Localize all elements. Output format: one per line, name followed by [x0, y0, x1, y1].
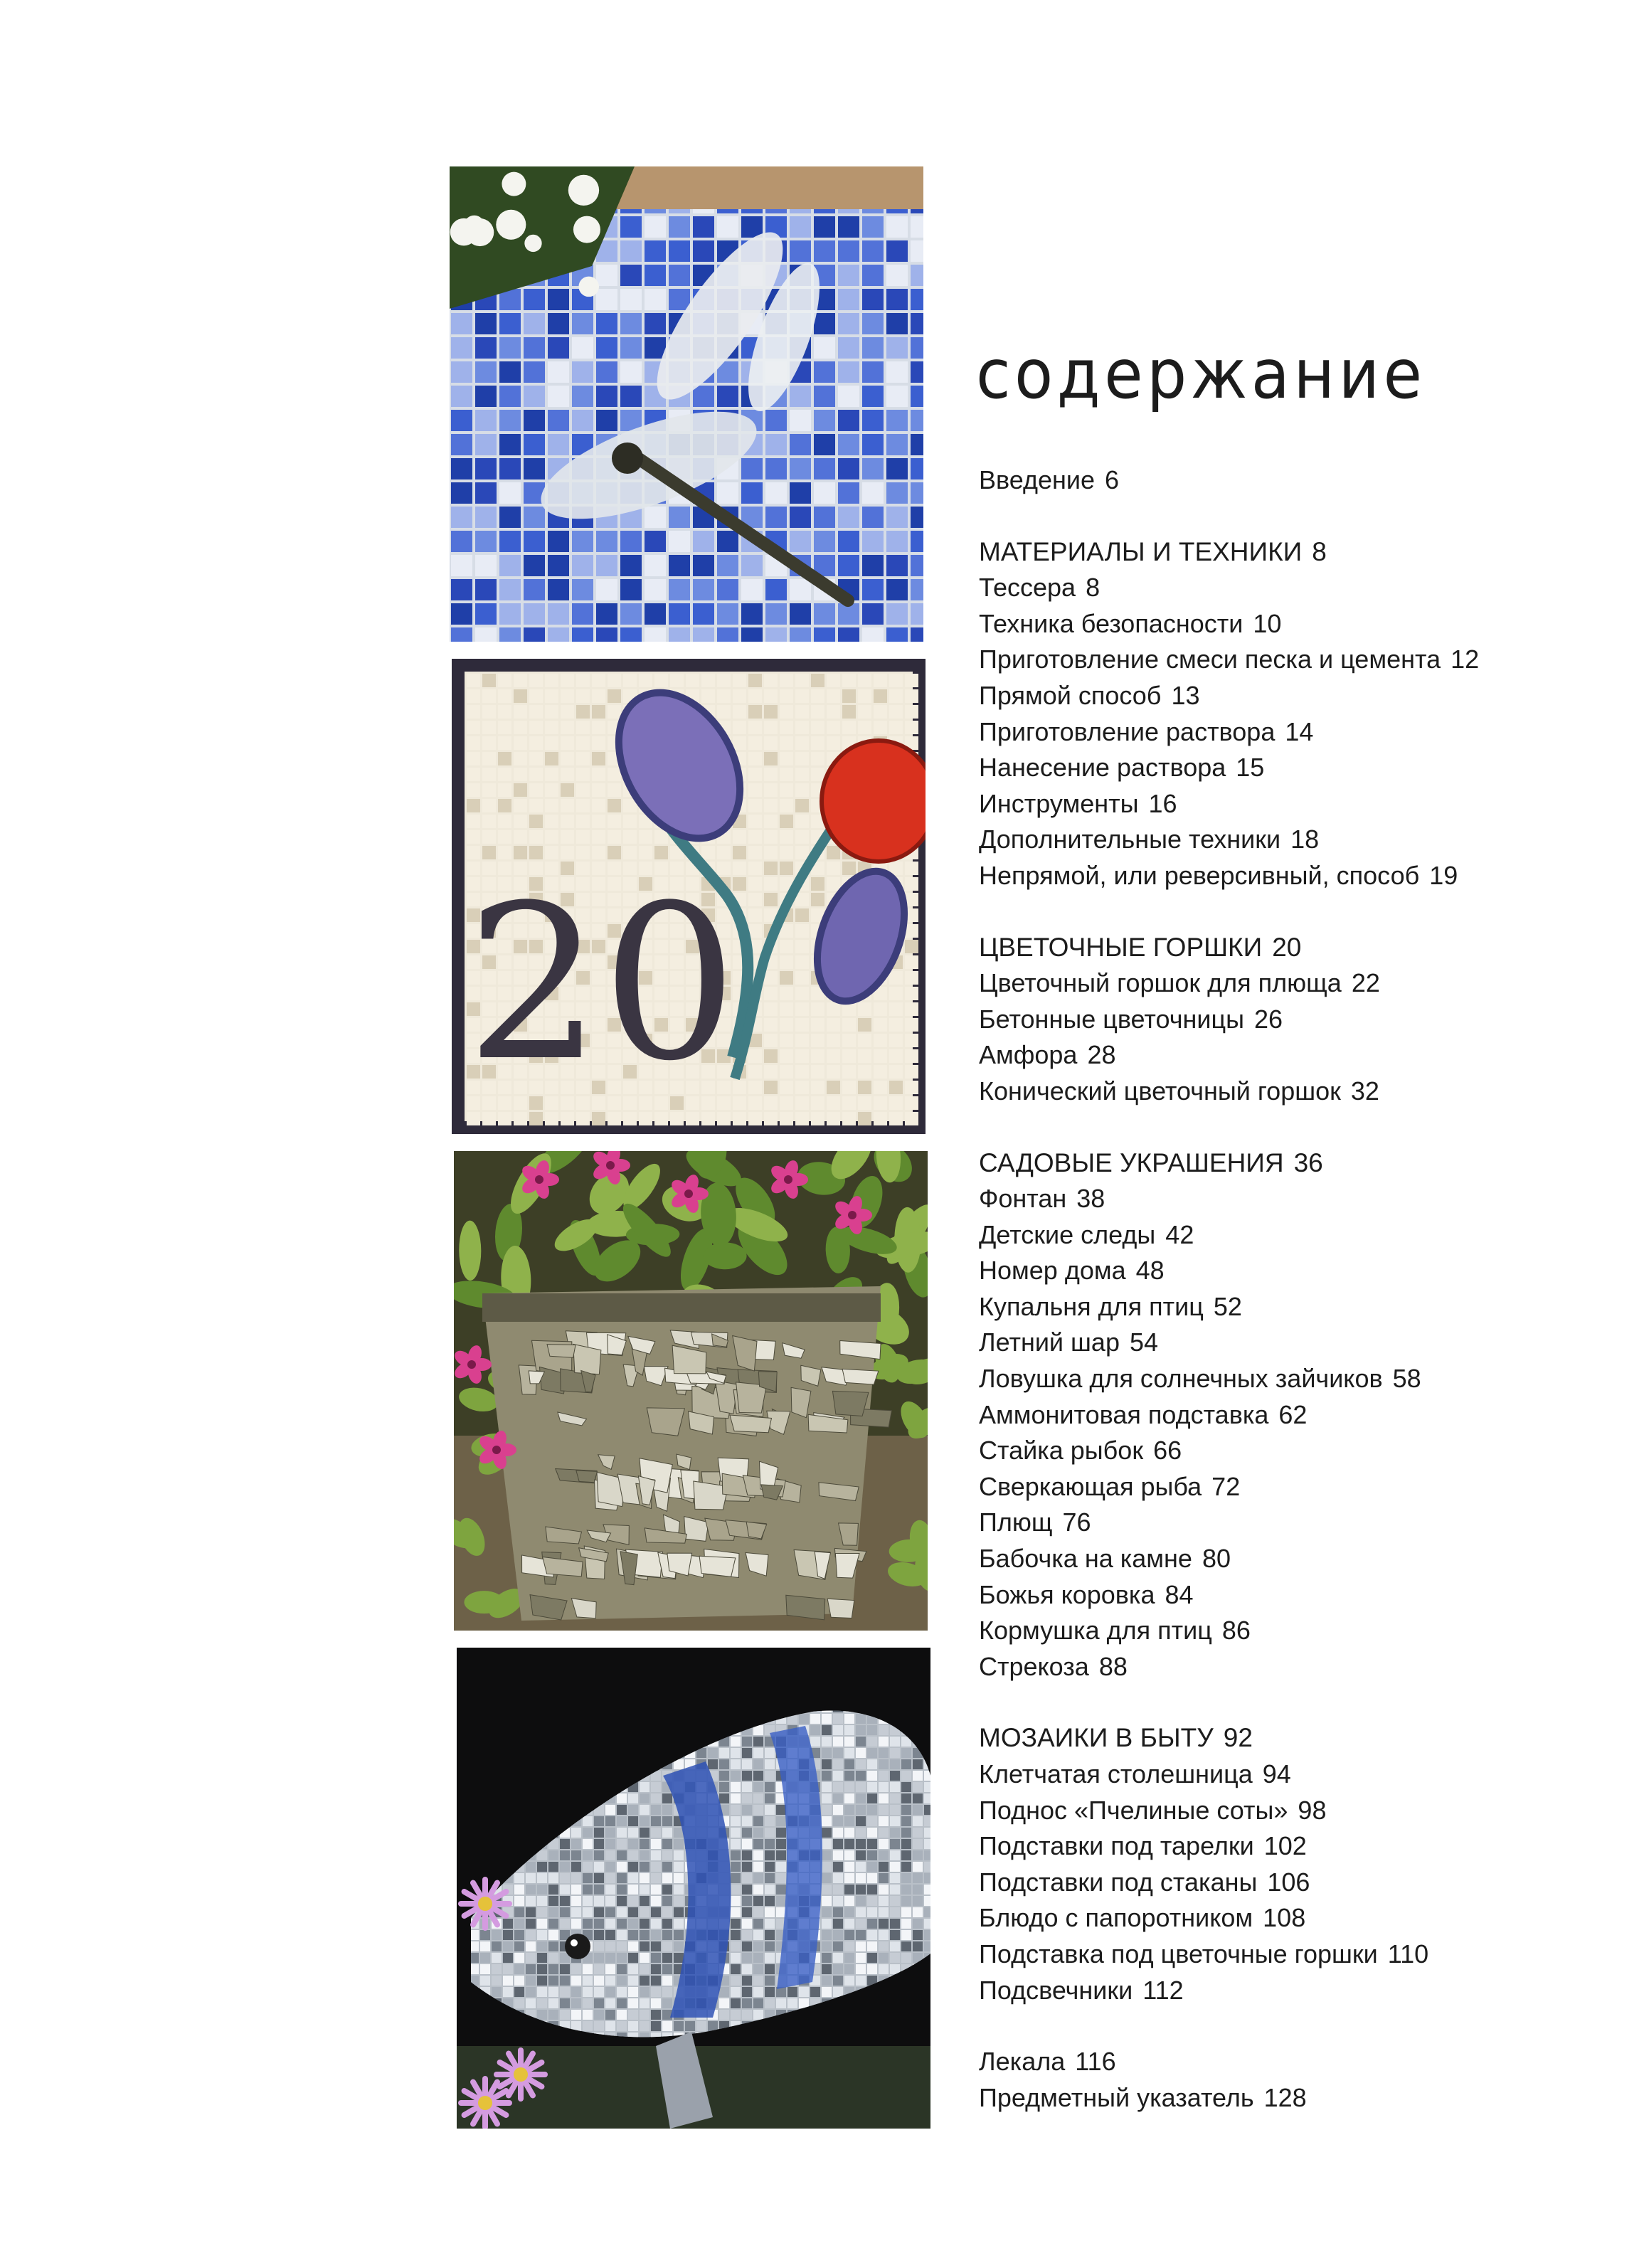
toc-title: содержание [976, 334, 1426, 414]
toc-heading-page: 92 [1223, 1723, 1253, 1753]
toc-entry [979, 1181, 1619, 1217]
toc-entry-page: 128 [1263, 2082, 1307, 2112]
toc-section-heading [979, 1720, 1619, 1756]
toc-entry-title: Божья коровка [979, 1579, 1155, 1609]
toc-entry [979, 1865, 1619, 1901]
toc-entry-page: 86 [1221, 1616, 1251, 1646]
toc-entry [979, 786, 1619, 822]
toc-entry-title: Нанесение раствора [979, 753, 1226, 783]
toc-heading-page: 8 [1312, 536, 1327, 566]
toc-entry [979, 965, 1619, 1002]
toc-entry-page: 19 [1429, 860, 1458, 890]
toc-entry-page: 112 [1142, 1975, 1184, 2005]
table-of-contents [979, 462, 1619, 2151]
toc-entry-title: Прямой способ [979, 680, 1162, 710]
toc-entry-page: 13 [1171, 680, 1200, 710]
toc-entry-page: 88 [1098, 1651, 1128, 1681]
toc-entry [979, 822, 1619, 858]
toc-entry-title: Детские следы [979, 1219, 1156, 1249]
toc-entry [979, 1289, 1619, 1325]
toc-entry-page: 18 [1290, 825, 1320, 854]
toc-entry-title: Подставка под цветочные горшки [979, 1939, 1378, 1968]
toc-entry [979, 1361, 1619, 1397]
toc-entry [979, 1002, 1619, 1038]
toc-entry-title: Приготовление смеси песка и цемента [979, 645, 1441, 674]
toc-entry [979, 1397, 1619, 1434]
toc-entry [979, 2044, 1619, 2080]
toc-entry-page: 106 [1267, 1867, 1310, 1897]
toc-entry-title: Летний шар [979, 1328, 1120, 1357]
toc-entry [979, 1217, 1619, 1254]
toc-entry [979, 570, 1619, 606]
toc-section-flowerpots [979, 930, 1619, 1110]
toc-entry [979, 1505, 1619, 1541]
toc-entry-title: Кормушка для птиц [979, 1616, 1212, 1646]
toc-entry-page: 80 [1202, 1544, 1231, 1574]
toc-entry [979, 750, 1619, 786]
toc-entry [979, 1433, 1619, 1469]
toc-entry-page: 16 [1148, 788, 1177, 818]
toc-entry-title: Введение [979, 465, 1096, 494]
toc-entry-title: Бетонные цветочницы [979, 1004, 1244, 1034]
toc-section-heading [979, 534, 1619, 571]
toc-heading-page: 20 [1272, 932, 1302, 962]
toc-entry-title: Подставки под тарелки [979, 1831, 1254, 1861]
toc-section-garden [979, 1145, 1619, 1685]
toc-entry [979, 714, 1619, 751]
toc-entry [979, 642, 1619, 678]
toc-entry-page: 6 [1105, 465, 1120, 494]
toc-entry-title: Поднос «Пчелиные соты» [979, 1795, 1288, 1825]
toc-entry-page: 94 [1262, 1759, 1291, 1789]
toc-entry [979, 1756, 1619, 1793]
toc-entry-page: 102 [1263, 1831, 1307, 1861]
toc-entry-title: Приготовление раствора [979, 716, 1276, 746]
toc-entry-page: 72 [1211, 1471, 1241, 1501]
toc-entry-page: 38 [1076, 1184, 1105, 1214]
toc-entry-page: 12 [1451, 645, 1480, 674]
photo-mirror-fish [457, 1648, 930, 2129]
toc-entry [979, 462, 1619, 499]
toc-entry-title: Блюдо с папоротником [979, 1903, 1253, 1933]
toc-entry-title: Техника безопасности [979, 608, 1243, 638]
toc-entry-page: 66 [1153, 1436, 1182, 1466]
toc-entry-page: 54 [1129, 1328, 1159, 1357]
toc-section-intro [979, 462, 1619, 499]
toc-entry [979, 1936, 1619, 1973]
toc-entry [979, 1649, 1619, 1685]
toc-entry-title: Стрекоза [979, 1651, 1089, 1681]
photo-house-number-mosaic [452, 659, 926, 1134]
toc-entry-title: Плющ [979, 1507, 1053, 1537]
toc-entry [979, 2080, 1619, 2116]
toc-entry-page: 26 [1253, 1004, 1283, 1034]
toc-section-heading [979, 1145, 1619, 1182]
toc-entry-page: 22 [1351, 968, 1380, 998]
toc-entry [979, 1613, 1619, 1649]
photo-flower-pot [454, 1151, 928, 1631]
toc-entry-title: Бабочка на камне [979, 1544, 1192, 1574]
toc-entry-title: Конический цветочный горшок [979, 1076, 1341, 1106]
toc-entry [979, 678, 1619, 714]
toc-section-appendix [979, 2044, 1619, 2116]
photo-dragonfly-mosaic [450, 166, 923, 642]
toc-entry-title: Подсвечники [979, 1975, 1133, 2005]
toc-entry-title: Амфора [979, 1040, 1078, 1070]
toc-entry-title: Тессера [979, 573, 1076, 603]
toc-entry [979, 1577, 1619, 1613]
toc-heading-title: САДОВЫЕ УКРАШЕНИЯ [979, 1148, 1284, 1177]
toc-entry-page: 32 [1350, 1076, 1379, 1106]
toc-heading-title: МАТЕРИАЛЫ И ТЕХНИКИ [979, 536, 1303, 566]
toc-entry [979, 858, 1619, 894]
toc-entry [979, 606, 1619, 642]
toc-entry-page: 84 [1165, 1579, 1194, 1609]
toc-entry-page: 110 [1387, 1939, 1429, 1968]
toc-entry-title: Предметный указатель [979, 2082, 1254, 2112]
toc-entry [979, 1074, 1619, 1110]
toc-entry-page: 28 [1087, 1040, 1116, 1070]
toc-entry-title: Непрямой, или реверсивный, способ [979, 860, 1420, 890]
toc-section-heading [979, 930, 1619, 966]
toc-entry [979, 1541, 1619, 1577]
toc-entry-title: Фонтан [979, 1184, 1067, 1214]
toc-entry-title: Купальня для птиц [979, 1291, 1204, 1321]
toc-entry [979, 1037, 1619, 1074]
toc-entry-title: Клетчатая столешница [979, 1759, 1253, 1789]
toc-entry-title: Инструменты [979, 788, 1139, 818]
toc-entry-page: 62 [1278, 1399, 1308, 1429]
toc-entry-title: Дополнительные техники [979, 825, 1281, 854]
toc-entry-title: Лекала [979, 2047, 1066, 2077]
toc-entry-page: 108 [1263, 1903, 1306, 1933]
toc-entry-page: 10 [1253, 608, 1282, 638]
toc-entry-page: 15 [1236, 753, 1265, 783]
toc-entry-title: Ловушка для солнечных зайчиков [979, 1364, 1383, 1394]
toc-entry-title: Номер дома [979, 1256, 1126, 1286]
toc-entry-page: 48 [1135, 1256, 1165, 1286]
toc-entry-title: Подставки под стаканы [979, 1867, 1258, 1897]
toc-section-household [979, 1720, 1619, 2008]
toc-entry [979, 1253, 1619, 1289]
house-number-text: 20 [466, 859, 738, 1108]
toc-entry [979, 1900, 1619, 1936]
toc-entry [979, 1469, 1619, 1505]
toc-entry-title: Сверкающая рыба [979, 1471, 1202, 1501]
toc-entry-page: 52 [1213, 1291, 1242, 1321]
toc-heading-title: МОЗАИКИ В БЫТУ [979, 1723, 1214, 1753]
toc-entry-title: Стайка рыбок [979, 1436, 1144, 1466]
toc-entry [979, 1325, 1619, 1361]
toc-heading-title: ЦВЕТОЧНЫЕ ГОРШКИ [979, 932, 1263, 962]
toc-entry-page: 58 [1392, 1364, 1421, 1394]
toc-entry [979, 1973, 1619, 2009]
toc-heading-page: 36 [1293, 1148, 1323, 1177]
toc-entry-title: Аммонитовая подставка [979, 1399, 1269, 1429]
toc-entry-page: 98 [1298, 1795, 1327, 1825]
toc-entry-page: 116 [1075, 2047, 1116, 2077]
toc-entry-title: Цветочный горшок для плюща [979, 968, 1342, 998]
toc-entry-page: 76 [1062, 1507, 1091, 1537]
toc-entry [979, 1828, 1619, 1865]
toc-entry-page: 8 [1086, 573, 1101, 603]
toc-section-materials [979, 534, 1619, 894]
toc-entry-page: 14 [1285, 716, 1314, 746]
toc-entry-page: 42 [1165, 1219, 1194, 1249]
toc-entry [979, 1793, 1619, 1829]
